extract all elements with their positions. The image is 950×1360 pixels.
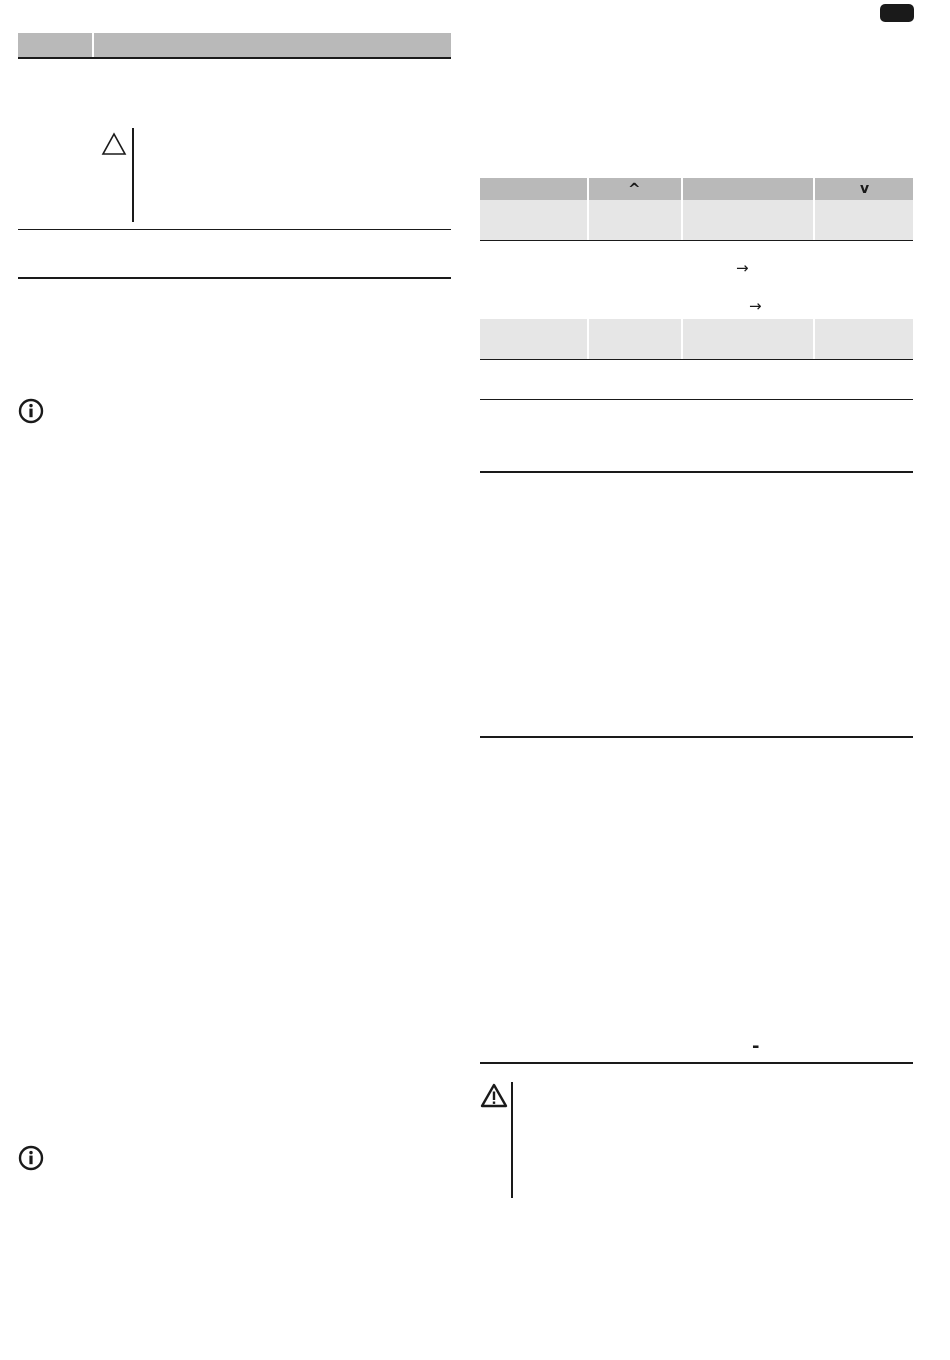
info-circle-icon xyxy=(18,398,44,424)
right-divider-thick-2 xyxy=(480,736,913,738)
table-row-divider xyxy=(813,319,815,359)
right-table-header-divider-2 xyxy=(681,178,683,200)
right-arrow-icon: → xyxy=(736,259,749,277)
dash-mark: - xyxy=(752,1036,760,1057)
right-table-header-divider-1 xyxy=(587,178,589,200)
left-divider-thick xyxy=(18,277,451,279)
right-divider-thick-3 xyxy=(480,1062,913,1064)
table-row-divider xyxy=(681,319,683,359)
down-arrow-icon: v xyxy=(860,181,870,197)
table-row xyxy=(480,319,913,359)
right-divider-thick-1 xyxy=(480,471,913,473)
right-arrow-icon: → xyxy=(749,297,762,315)
caution-note-bar xyxy=(132,128,134,222)
caution-triangle-icon xyxy=(101,132,127,156)
table-row-divider xyxy=(587,319,589,359)
up-arrow-icon: ^ xyxy=(628,180,641,198)
table-row-rule xyxy=(480,359,913,360)
left-table-header-divider xyxy=(92,33,94,57)
table-row-rule xyxy=(480,240,913,241)
warning-exclamation-icon xyxy=(480,1083,508,1109)
left-table-header-rule xyxy=(18,57,451,59)
warning-note-bar xyxy=(511,1082,513,1198)
table-row-rule xyxy=(480,399,913,400)
language-badge xyxy=(880,4,914,22)
table-row xyxy=(480,200,913,240)
info-circle-icon xyxy=(18,1145,44,1171)
left-table-header xyxy=(18,33,451,57)
right-table-header-divider-3 xyxy=(813,178,815,200)
table-row-divider xyxy=(813,200,815,240)
left-divider-thin xyxy=(18,229,451,230)
table-row-divider xyxy=(587,200,589,240)
right-table-header xyxy=(480,178,913,200)
table-row-divider xyxy=(681,200,683,240)
